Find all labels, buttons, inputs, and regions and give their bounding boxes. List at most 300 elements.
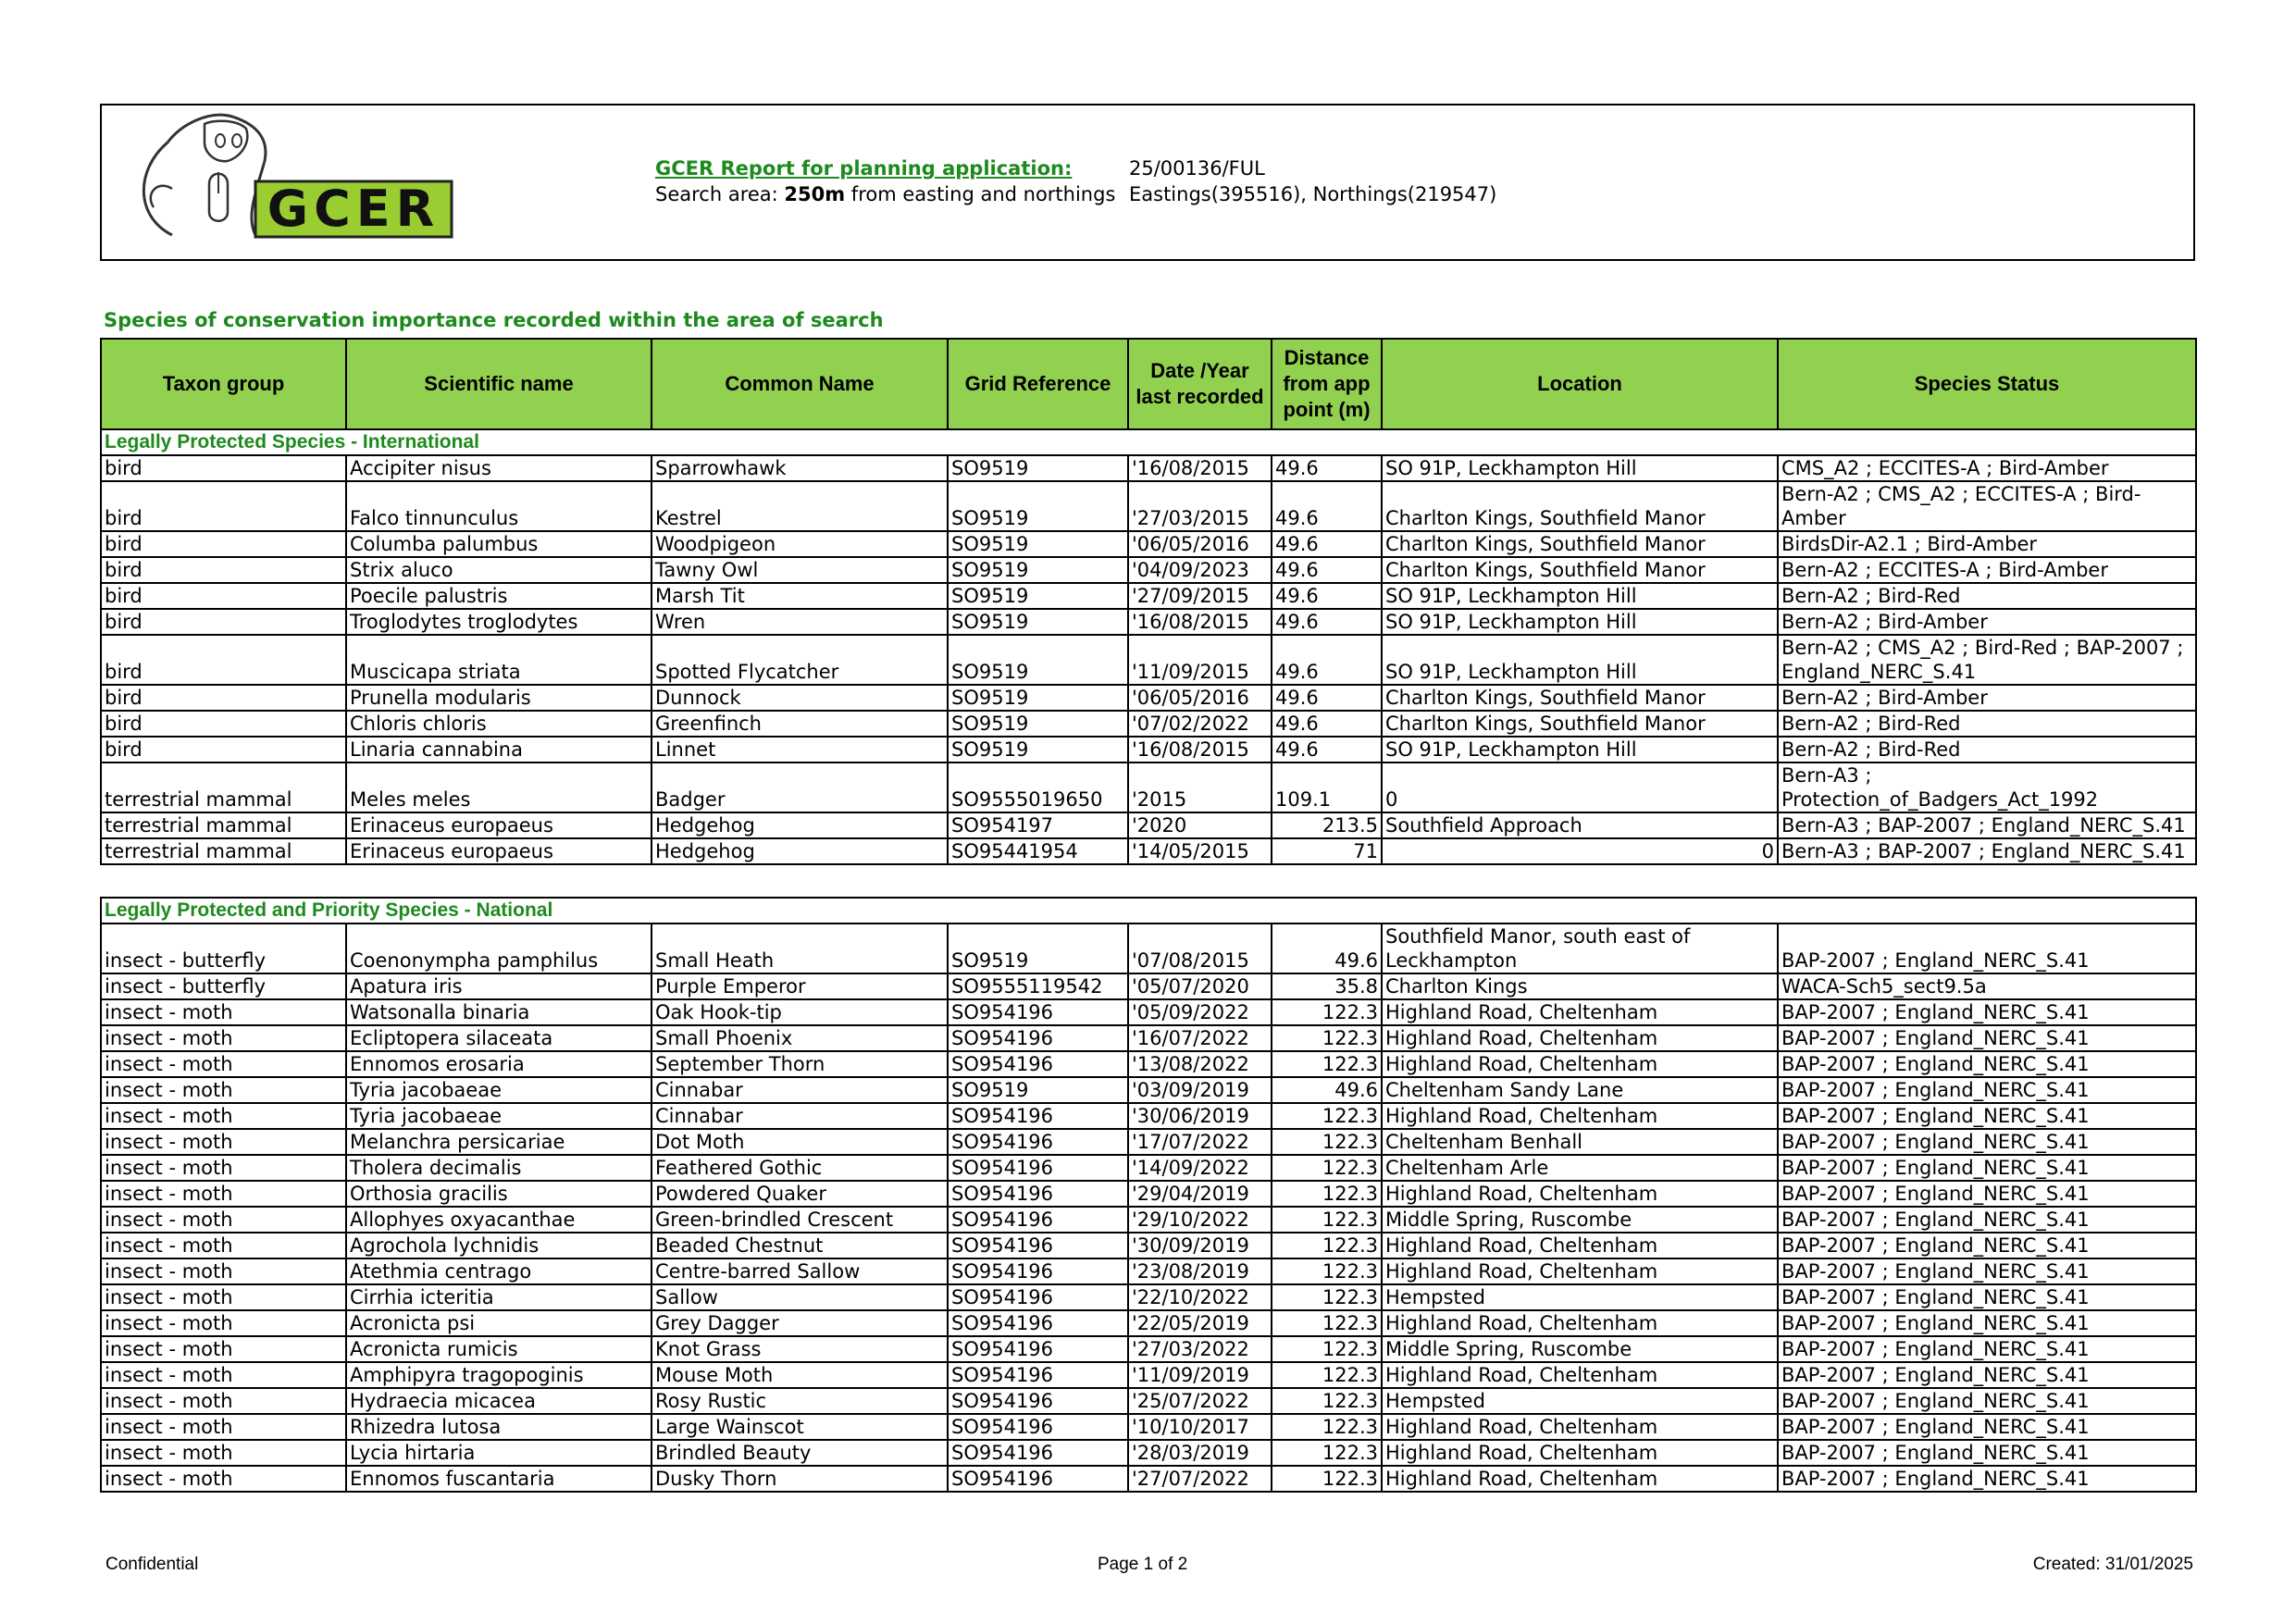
location-cell: Hempsted: [1382, 1388, 1778, 1414]
table-row: [101, 609, 2196, 635]
grid-reference-cell: SO9519: [948, 1077, 1128, 1103]
date-cell: '2015: [1128, 762, 1272, 812]
table-row: [101, 838, 2196, 864]
distance-cell: 122.3: [1272, 1207, 1382, 1233]
scientific-name-cell: Erinaceus europaeus: [346, 812, 652, 838]
distance-cell: 49.6: [1272, 609, 1382, 635]
location-cell: Highland Road, Cheltenham: [1382, 1258, 1778, 1284]
table-row: [101, 455, 2196, 481]
taxon-group-cell: insect - butterfly: [101, 924, 346, 973]
location-cell: Charlton Kings, Southfield Manor: [1382, 531, 1778, 557]
location-cell: Southfield Approach: [1382, 812, 1778, 838]
taxon-group-cell: bird: [101, 711, 346, 737]
grid-reference-cell: SO954196: [948, 1336, 1128, 1362]
table-row: [101, 1414, 2196, 1440]
scientific-name-cell: Agrochola lychnidis: [346, 1233, 652, 1258]
grid-reference-cell: SO954196: [948, 1025, 1128, 1051]
date-cell: '16/08/2015: [1128, 455, 1272, 481]
location-cell: Highland Road, Cheltenham: [1382, 1025, 1778, 1051]
species-status-cell: Bern-A3 ; BAP-2007 ; England_NERC_S.41: [1778, 812, 2196, 838]
location-cell: 0: [1382, 838, 1778, 864]
common-name-cell: Rosy Rustic: [652, 1388, 948, 1414]
date-cell: '05/09/2022: [1128, 999, 1272, 1025]
table-row: [101, 1284, 2196, 1310]
table-row: [101, 1129, 2196, 1155]
common-name-cell: Dusky Thorn: [652, 1466, 948, 1492]
grid-reference-cell: SO9519: [948, 583, 1128, 609]
location-cell: Charlton Kings: [1382, 973, 1778, 999]
taxon-group-cell: insect - moth: [101, 1336, 346, 1362]
species-status-cell: BAP-2007 ; England_NERC_S.41: [1778, 1362, 2196, 1388]
common-name-cell: Centre-barred Sallow: [652, 1258, 948, 1284]
footer-created-date: Created: 31/01/2025: [2032, 1555, 2193, 1574]
table-row: [101, 1310, 2196, 1336]
taxon-group-cell: insect - moth: [101, 1129, 346, 1155]
table-row: [101, 1466, 2196, 1492]
common-name-cell: Sallow: [652, 1284, 948, 1310]
distance-cell: 122.3: [1272, 1440, 1382, 1466]
footer-page-number: Page 1 of 2: [1098, 1555, 1188, 1574]
table-row: [101, 1181, 2196, 1207]
taxon-group-cell: bird: [101, 635, 346, 685]
location-cell: Middle Spring, Ruscombe: [1382, 1336, 1778, 1362]
location-cell: SO 91P, Leckhampton Hill: [1382, 583, 1778, 609]
date-cell: '03/09/2019: [1128, 1077, 1272, 1103]
grid-reference-cell: SO954196: [948, 1362, 1128, 1388]
distance-cell: 122.3: [1272, 1362, 1382, 1388]
date-cell: '11/09/2019: [1128, 1362, 1272, 1388]
coordinates: Eastings(395516), Northings(219547): [1129, 183, 1497, 205]
scientific-name-cell: Linaria cannabina: [346, 737, 652, 762]
common-name-cell: Oak Hook-tip: [652, 999, 948, 1025]
scientific-name-cell: Tyria jacobaeae: [346, 1077, 652, 1103]
table-row: [101, 1388, 2196, 1414]
distance-cell: 122.3: [1272, 1336, 1382, 1362]
grid-reference-cell: SO954196: [948, 1440, 1128, 1466]
scientific-name-cell: Tyria jacobaeae: [346, 1103, 652, 1129]
distance-cell: 122.3: [1272, 1310, 1382, 1336]
table-row: [101, 762, 2196, 812]
distance-cell: 213.5: [1272, 812, 1382, 838]
grid-reference-cell: SO9555119542: [948, 973, 1128, 999]
grid-reference-cell: SO95441954: [948, 838, 1128, 864]
taxon-group-cell: bird: [101, 583, 346, 609]
scientific-name-cell: Amphipyra tragopoginis: [346, 1362, 652, 1388]
location-cell: Charlton Kings, Southfield Manor: [1382, 557, 1778, 583]
location-cell: Highland Road, Cheltenham: [1382, 1362, 1778, 1388]
species-status-cell: Bern-A2 ; Bird-Red: [1778, 711, 2196, 737]
search-distance: 250m: [784, 183, 846, 205]
taxon-group-cell: bird: [101, 737, 346, 762]
grid-reference-cell: SO954196: [948, 1207, 1128, 1233]
species-status-cell: Bern-A3 ; Protection_of_Badgers_Act_1992: [1778, 762, 2196, 812]
species-status-cell: BAP-2007 ; England_NERC_S.41: [1778, 924, 2196, 973]
species-table-national: [100, 897, 2197, 1493]
common-name-cell: Marsh Tit: [652, 583, 948, 609]
species-status-cell: WACA-Sch5_sect9.5a: [1778, 973, 2196, 999]
grid-reference-cell: SO9519: [948, 711, 1128, 737]
date-cell: '14/05/2015: [1128, 838, 1272, 864]
location-cell: Highland Road, Cheltenham: [1382, 1233, 1778, 1258]
location-cell: Highland Road, Cheltenham: [1382, 1103, 1778, 1129]
scientific-name-cell: Ecliptopera silaceata: [346, 1025, 652, 1051]
footer-confidential: Confidential: [105, 1555, 199, 1574]
scientific-name-cell: Muscicapa striata: [346, 635, 652, 685]
scientific-name-cell: Allophyes oxyacanthae: [346, 1207, 652, 1233]
scientific-name-cell: Orthosia gracilis: [346, 1181, 652, 1207]
table-row: [101, 481, 2196, 531]
grid-reference-cell: SO9519: [948, 635, 1128, 685]
scientific-name-cell: Atethmia centrago: [346, 1258, 652, 1284]
scientific-name-cell: Ennomos fuscantaria: [346, 1466, 652, 1492]
date-cell: '17/07/2022: [1128, 1129, 1272, 1155]
species-status-cell: BAP-2007 ; England_NERC_S.41: [1778, 1233, 2196, 1258]
taxon-group-cell: bird: [101, 685, 346, 711]
distance-cell: 122.3: [1272, 1284, 1382, 1310]
common-name-cell: Small Phoenix: [652, 1025, 948, 1051]
scientific-name-cell: Lycia hirtaria: [346, 1440, 652, 1466]
col-taxon-group: Taxon group: [101, 339, 346, 429]
distance-cell: 122.3: [1272, 1129, 1382, 1155]
distance-cell: 122.3: [1272, 1155, 1382, 1181]
grid-reference-cell: SO954196: [948, 1388, 1128, 1414]
location-cell: Highland Road, Cheltenham: [1382, 1051, 1778, 1077]
table-row: [101, 973, 2196, 999]
scientific-name-cell: Watsonalla binaria: [346, 999, 652, 1025]
grid-reference-cell: SO954196: [948, 1233, 1128, 1258]
distance-cell: 49.6: [1272, 924, 1382, 973]
date-cell: '06/05/2016: [1128, 685, 1272, 711]
scientific-name-cell: Rhizedra lutosa: [346, 1414, 652, 1440]
grid-reference-cell: SO9519: [948, 531, 1128, 557]
species-status-cell: BAP-2007 ; England_NERC_S.41: [1778, 1181, 2196, 1207]
grid-reference-cell: SO954196: [948, 1051, 1128, 1077]
species-status-cell: Bern-A2 ; ECCITES-A ; Bird-Amber: [1778, 557, 2196, 583]
scientific-name-cell: Hydraecia micacea: [346, 1388, 652, 1414]
grid-reference-cell: SO954197: [948, 812, 1128, 838]
distance-cell: 49.6: [1272, 1077, 1382, 1103]
taxon-group-cell: insect - butterfly: [101, 973, 346, 999]
table-row: [101, 999, 2196, 1025]
taxon-group-cell: insect - moth: [101, 1414, 346, 1440]
table-row: [101, 1025, 2196, 1051]
distance-cell: 122.3: [1272, 1025, 1382, 1051]
col-species-status: Species Status: [1778, 339, 2196, 429]
grid-reference-cell: SO954196: [948, 1466, 1128, 1492]
col-distance: Distance from app point (m): [1272, 339, 1382, 429]
location-cell: Cheltenham Arle: [1382, 1155, 1778, 1181]
scientific-name-cell: Columba palumbus: [346, 531, 652, 557]
common-name-cell: Green-brindled Crescent: [652, 1207, 948, 1233]
species-status-cell: Bern-A3 ; BAP-2007 ; England_NERC_S.41: [1778, 838, 2196, 864]
species-status-cell: BAP-2007 ; England_NERC_S.41: [1778, 1388, 2196, 1414]
grid-reference-cell: SO954196: [948, 999, 1128, 1025]
species-status-cell: BAP-2007 ; England_NERC_S.41: [1778, 1440, 2196, 1466]
distance-cell: 49.6: [1272, 635, 1382, 685]
location-cell: SO 91P, Leckhampton Hill: [1382, 635, 1778, 685]
taxon-group-cell: terrestrial mammal: [101, 812, 346, 838]
grid-reference-cell: SO9519: [948, 737, 1128, 762]
scientific-name-cell: Poecile palustris: [346, 583, 652, 609]
species-status-cell: BAP-2007 ; England_NERC_S.41: [1778, 1155, 2196, 1181]
date-cell: '30/09/2019: [1128, 1233, 1272, 1258]
distance-cell: 122.3: [1272, 1466, 1382, 1492]
common-name-cell: Dunnock: [652, 685, 948, 711]
col-grid-reference: Grid Reference: [948, 339, 1128, 429]
logo-text: GCER: [267, 180, 441, 238]
table-row: [101, 1077, 2196, 1103]
location-cell: SO 91P, Leckhampton Hill: [1382, 455, 1778, 481]
common-name-cell: Mouse Moth: [652, 1362, 948, 1388]
taxon-group-cell: insect - moth: [101, 1440, 346, 1466]
distance-cell: 122.3: [1272, 1181, 1382, 1207]
common-name-cell: Knot Grass: [652, 1336, 948, 1362]
common-name-cell: Tawny Owl: [652, 557, 948, 583]
date-cell: '13/08/2022: [1128, 1051, 1272, 1077]
taxon-group-cell: insect - moth: [101, 1362, 346, 1388]
report-title: GCER Report for planning application:: [655, 157, 1073, 180]
col-location: Location: [1382, 339, 1778, 429]
taxon-group-cell: insect - moth: [101, 1310, 346, 1336]
table-row: [101, 1103, 2196, 1129]
gcer-logo: [117, 105, 459, 244]
date-cell: '29/04/2019: [1128, 1181, 1272, 1207]
search-area: [655, 183, 1115, 205]
date-cell: '27/07/2022: [1128, 1466, 1272, 1492]
distance-cell: 109.1: [1272, 762, 1382, 812]
distance-cell: 49.6: [1272, 685, 1382, 711]
species-status-cell: BAP-2007 ; England_NERC_S.41: [1778, 1310, 2196, 1336]
application-number: 25/00136/FUL: [1129, 157, 1265, 180]
date-cell: '2020: [1128, 812, 1272, 838]
common-name-cell: Woodpigeon: [652, 531, 948, 557]
distance-cell: 122.3: [1272, 1103, 1382, 1129]
location-cell: Cheltenham Benhall: [1382, 1129, 1778, 1155]
common-name-cell: Large Wainscot: [652, 1414, 948, 1440]
date-cell: '16/08/2015: [1128, 737, 1272, 762]
table-row: [101, 1233, 2196, 1258]
location-cell: Hempsted: [1382, 1284, 1778, 1310]
common-name-cell: Grey Dagger: [652, 1310, 948, 1336]
location-cell: SO 91P, Leckhampton Hill: [1382, 609, 1778, 635]
grid-reference-cell: SO9519: [948, 685, 1128, 711]
table-row: [101, 583, 2196, 609]
species-status-cell: Bern-A2 ; CMS_A2 ; Bird-Red ; BAP-2007 ; England_NERC_S.41: [1778, 635, 2196, 685]
scientific-name-cell: Prunella modularis: [346, 685, 652, 711]
search-suffix: from easting and northings: [845, 183, 1116, 205]
date-cell: '11/09/2015: [1128, 635, 1272, 685]
grid-reference-cell: SO9519: [948, 557, 1128, 583]
location-cell: Highland Road, Cheltenham: [1382, 1310, 1778, 1336]
location-cell: Highland Road, Cheltenham: [1382, 1440, 1778, 1466]
common-name-cell: Small Heath: [652, 924, 948, 973]
date-cell: '04/09/2023: [1128, 557, 1272, 583]
species-status-cell: CMS_A2 ; ECCITES-A ; Bird-Amber: [1778, 455, 2196, 481]
common-name-cell: Kestrel: [652, 481, 948, 531]
grid-reference-cell: SO9519: [948, 924, 1128, 973]
scientific-name-cell: Strix aluco: [346, 557, 652, 583]
date-cell: '22/10/2022: [1128, 1284, 1272, 1310]
grid-reference-cell: SO954196: [948, 1155, 1128, 1181]
distance-cell: 49.6: [1272, 531, 1382, 557]
section-heading: Species of conservation importance recorded within the area of search: [104, 309, 884, 331]
common-name-cell: Dot Moth: [652, 1129, 948, 1155]
distance-cell: 49.6: [1272, 737, 1382, 762]
species-status-cell: BAP-2007 ; England_NERC_S.41: [1778, 1466, 2196, 1492]
date-cell: '16/08/2015: [1128, 609, 1272, 635]
table-row: [101, 1155, 2196, 1181]
section-title-row: [101, 898, 2196, 924]
species-status-cell: BAP-2007 ; England_NERC_S.41: [1778, 999, 2196, 1025]
date-cell: '05/07/2020: [1128, 973, 1272, 999]
common-name-cell: Linnet: [652, 737, 948, 762]
scientific-name-cell: Cirrhia icteritia: [346, 1284, 652, 1310]
taxon-group-cell: insect - moth: [101, 1103, 346, 1129]
taxon-group-cell: insect - moth: [101, 1025, 346, 1051]
scientific-name-cell: Falco tinnunculus: [346, 481, 652, 531]
taxon-group-cell: insect - moth: [101, 1258, 346, 1284]
location-cell: Highland Road, Cheltenham: [1382, 1181, 1778, 1207]
date-cell: '07/02/2022: [1128, 711, 1272, 737]
scientific-name-cell: Ennomos erosaria: [346, 1051, 652, 1077]
date-cell: '28/03/2019: [1128, 1440, 1272, 1466]
species-status-cell: BAP-2007 ; England_NERC_S.41: [1778, 1258, 2196, 1284]
distance-cell: 49.6: [1272, 711, 1382, 737]
distance-cell: 49.6: [1272, 557, 1382, 583]
date-cell: '27/03/2015: [1128, 481, 1272, 531]
date-cell: '14/09/2022: [1128, 1155, 1272, 1181]
species-status-cell: BAP-2007 ; England_NERC_S.41: [1778, 1284, 2196, 1310]
common-name-cell: Greenfinch: [652, 711, 948, 737]
grid-reference-cell: SO954196: [948, 1258, 1128, 1284]
species-status-cell: Bern-A2 ; CMS_A2 ; ECCITES-A ; Bird-Amber: [1778, 481, 2196, 531]
table-row: [101, 685, 2196, 711]
species-status-cell: BAP-2007 ; England_NERC_S.41: [1778, 1414, 2196, 1440]
scientific-name-cell: Erinaceus europaeus: [346, 838, 652, 864]
distance-cell: 71: [1272, 838, 1382, 864]
date-cell: '27/03/2022: [1128, 1336, 1272, 1362]
common-name-cell: Cinnabar: [652, 1077, 948, 1103]
grid-reference-cell: SO9519: [948, 609, 1128, 635]
species-status-cell: BAP-2007 ; England_NERC_S.41: [1778, 1336, 2196, 1362]
distance-cell: 122.3: [1272, 1051, 1382, 1077]
common-name-cell: Sparrowhawk: [652, 455, 948, 481]
report-header: [100, 104, 2195, 261]
scientific-name-cell: Acronicta psi: [346, 1310, 652, 1336]
scientific-name-cell: Meles meles: [346, 762, 652, 812]
section-title-row: [101, 429, 2196, 455]
location-cell: Highland Road, Cheltenham: [1382, 1414, 1778, 1440]
distance-cell: 122.3: [1272, 1414, 1382, 1440]
location-cell: SO 91P, Leckhampton Hill: [1382, 737, 1778, 762]
taxon-group-cell: bird: [101, 557, 346, 583]
date-cell: '23/08/2019: [1128, 1258, 1272, 1284]
date-cell: '10/10/2017: [1128, 1414, 1272, 1440]
table-row: [101, 924, 2196, 973]
distance-cell: 122.3: [1272, 999, 1382, 1025]
grid-reference-cell: SO9519: [948, 455, 1128, 481]
taxon-group-cell: terrestrial mammal: [101, 762, 346, 812]
table-row: [101, 711, 2196, 737]
distance-cell: 122.3: [1272, 1233, 1382, 1258]
table-row: [101, 557, 2196, 583]
taxon-group-cell: insect - moth: [101, 1284, 346, 1310]
date-cell: '25/07/2022: [1128, 1388, 1272, 1414]
species-status-cell: BAP-2007 ; England_NERC_S.41: [1778, 1025, 2196, 1051]
common-name-cell: Badger: [652, 762, 948, 812]
date-cell: '22/05/2019: [1128, 1310, 1272, 1336]
scientific-name-cell: Coenonympha pamphilus: [346, 924, 652, 973]
common-name-cell: Beaded Chestnut: [652, 1233, 948, 1258]
table-row: [101, 1051, 2196, 1077]
scientific-name-cell: Apatura iris: [346, 973, 652, 999]
grid-reference-cell: SO954196: [948, 1284, 1128, 1310]
species-status-cell: BAP-2007 ; England_NERC_S.41: [1778, 1207, 2196, 1233]
distance-cell: 49.6: [1272, 455, 1382, 481]
species-status-cell: BAP-2007 ; England_NERC_S.41: [1778, 1051, 2196, 1077]
taxon-group-cell: insect - moth: [101, 1155, 346, 1181]
distance-cell: 122.3: [1272, 1388, 1382, 1414]
taxon-group-cell: insect - moth: [101, 1466, 346, 1492]
scientific-name-cell: Troglodytes troglodytes: [346, 609, 652, 635]
table-row: [101, 1207, 2196, 1233]
distance-cell: 49.6: [1272, 481, 1382, 531]
taxon-group-cell: bird: [101, 481, 346, 531]
date-cell: '06/05/2016: [1128, 531, 1272, 557]
table-row: [101, 812, 2196, 838]
common-name-cell: Powdered Quaker: [652, 1181, 948, 1207]
table-header-row: [101, 339, 2196, 429]
common-name-cell: September Thorn: [652, 1051, 948, 1077]
taxon-group-cell: insect - moth: [101, 1077, 346, 1103]
taxon-group-cell: insect - moth: [101, 1233, 346, 1258]
table-row: [101, 737, 2196, 762]
location-cell: Charlton Kings, Southfield Manor: [1382, 711, 1778, 737]
date-cell: '07/08/2015: [1128, 924, 1272, 973]
table-row: [101, 1440, 2196, 1466]
taxon-group-cell: insect - moth: [101, 1181, 346, 1207]
scientific-name-cell: Accipiter nisus: [346, 455, 652, 481]
common-name-cell: Hedgehog: [652, 838, 948, 864]
table-row: [101, 1362, 2196, 1388]
species-status-cell: Bern-A2 ; Bird-Amber: [1778, 685, 2196, 711]
species-status-cell: Bern-A2 ; Bird-Red: [1778, 737, 2196, 762]
species-status-cell: Bern-A2 ; Bird-Amber: [1778, 609, 2196, 635]
location-cell: Middle Spring, Ruscombe: [1382, 1207, 1778, 1233]
table-row: [101, 1336, 2196, 1362]
species-status-cell: BAP-2007 ; England_NERC_S.41: [1778, 1129, 2196, 1155]
location-cell: Charlton Kings, Southfield Manor: [1382, 481, 1778, 531]
location-cell: Charlton Kings, Southfield Manor: [1382, 685, 1778, 711]
date-cell: '30/06/2019: [1128, 1103, 1272, 1129]
date-cell: '16/07/2022: [1128, 1025, 1272, 1051]
owl-logo-icon: [117, 105, 459, 244]
taxon-group-cell: bird: [101, 455, 346, 481]
grid-reference-cell: SO954196: [948, 1181, 1128, 1207]
scientific-name-cell: Chloris chloris: [346, 711, 652, 737]
national-title: Legally Protected and Priority Species - National: [101, 898, 2196, 924]
taxon-group-cell: bird: [101, 531, 346, 557]
date-cell: '29/10/2022: [1128, 1207, 1272, 1233]
taxon-group-cell: insect - moth: [101, 1207, 346, 1233]
grid-reference-cell: SO954196: [948, 1414, 1128, 1440]
location-cell: Cheltenham Sandy Lane: [1382, 1077, 1778, 1103]
col-scientific-name: Scientific name: [346, 339, 652, 429]
scientific-name-cell: Tholera decimalis: [346, 1155, 652, 1181]
distance-cell: 35.8: [1272, 973, 1382, 999]
grid-reference-cell: SO954196: [948, 1103, 1128, 1129]
taxon-group-cell: insect - moth: [101, 1051, 346, 1077]
